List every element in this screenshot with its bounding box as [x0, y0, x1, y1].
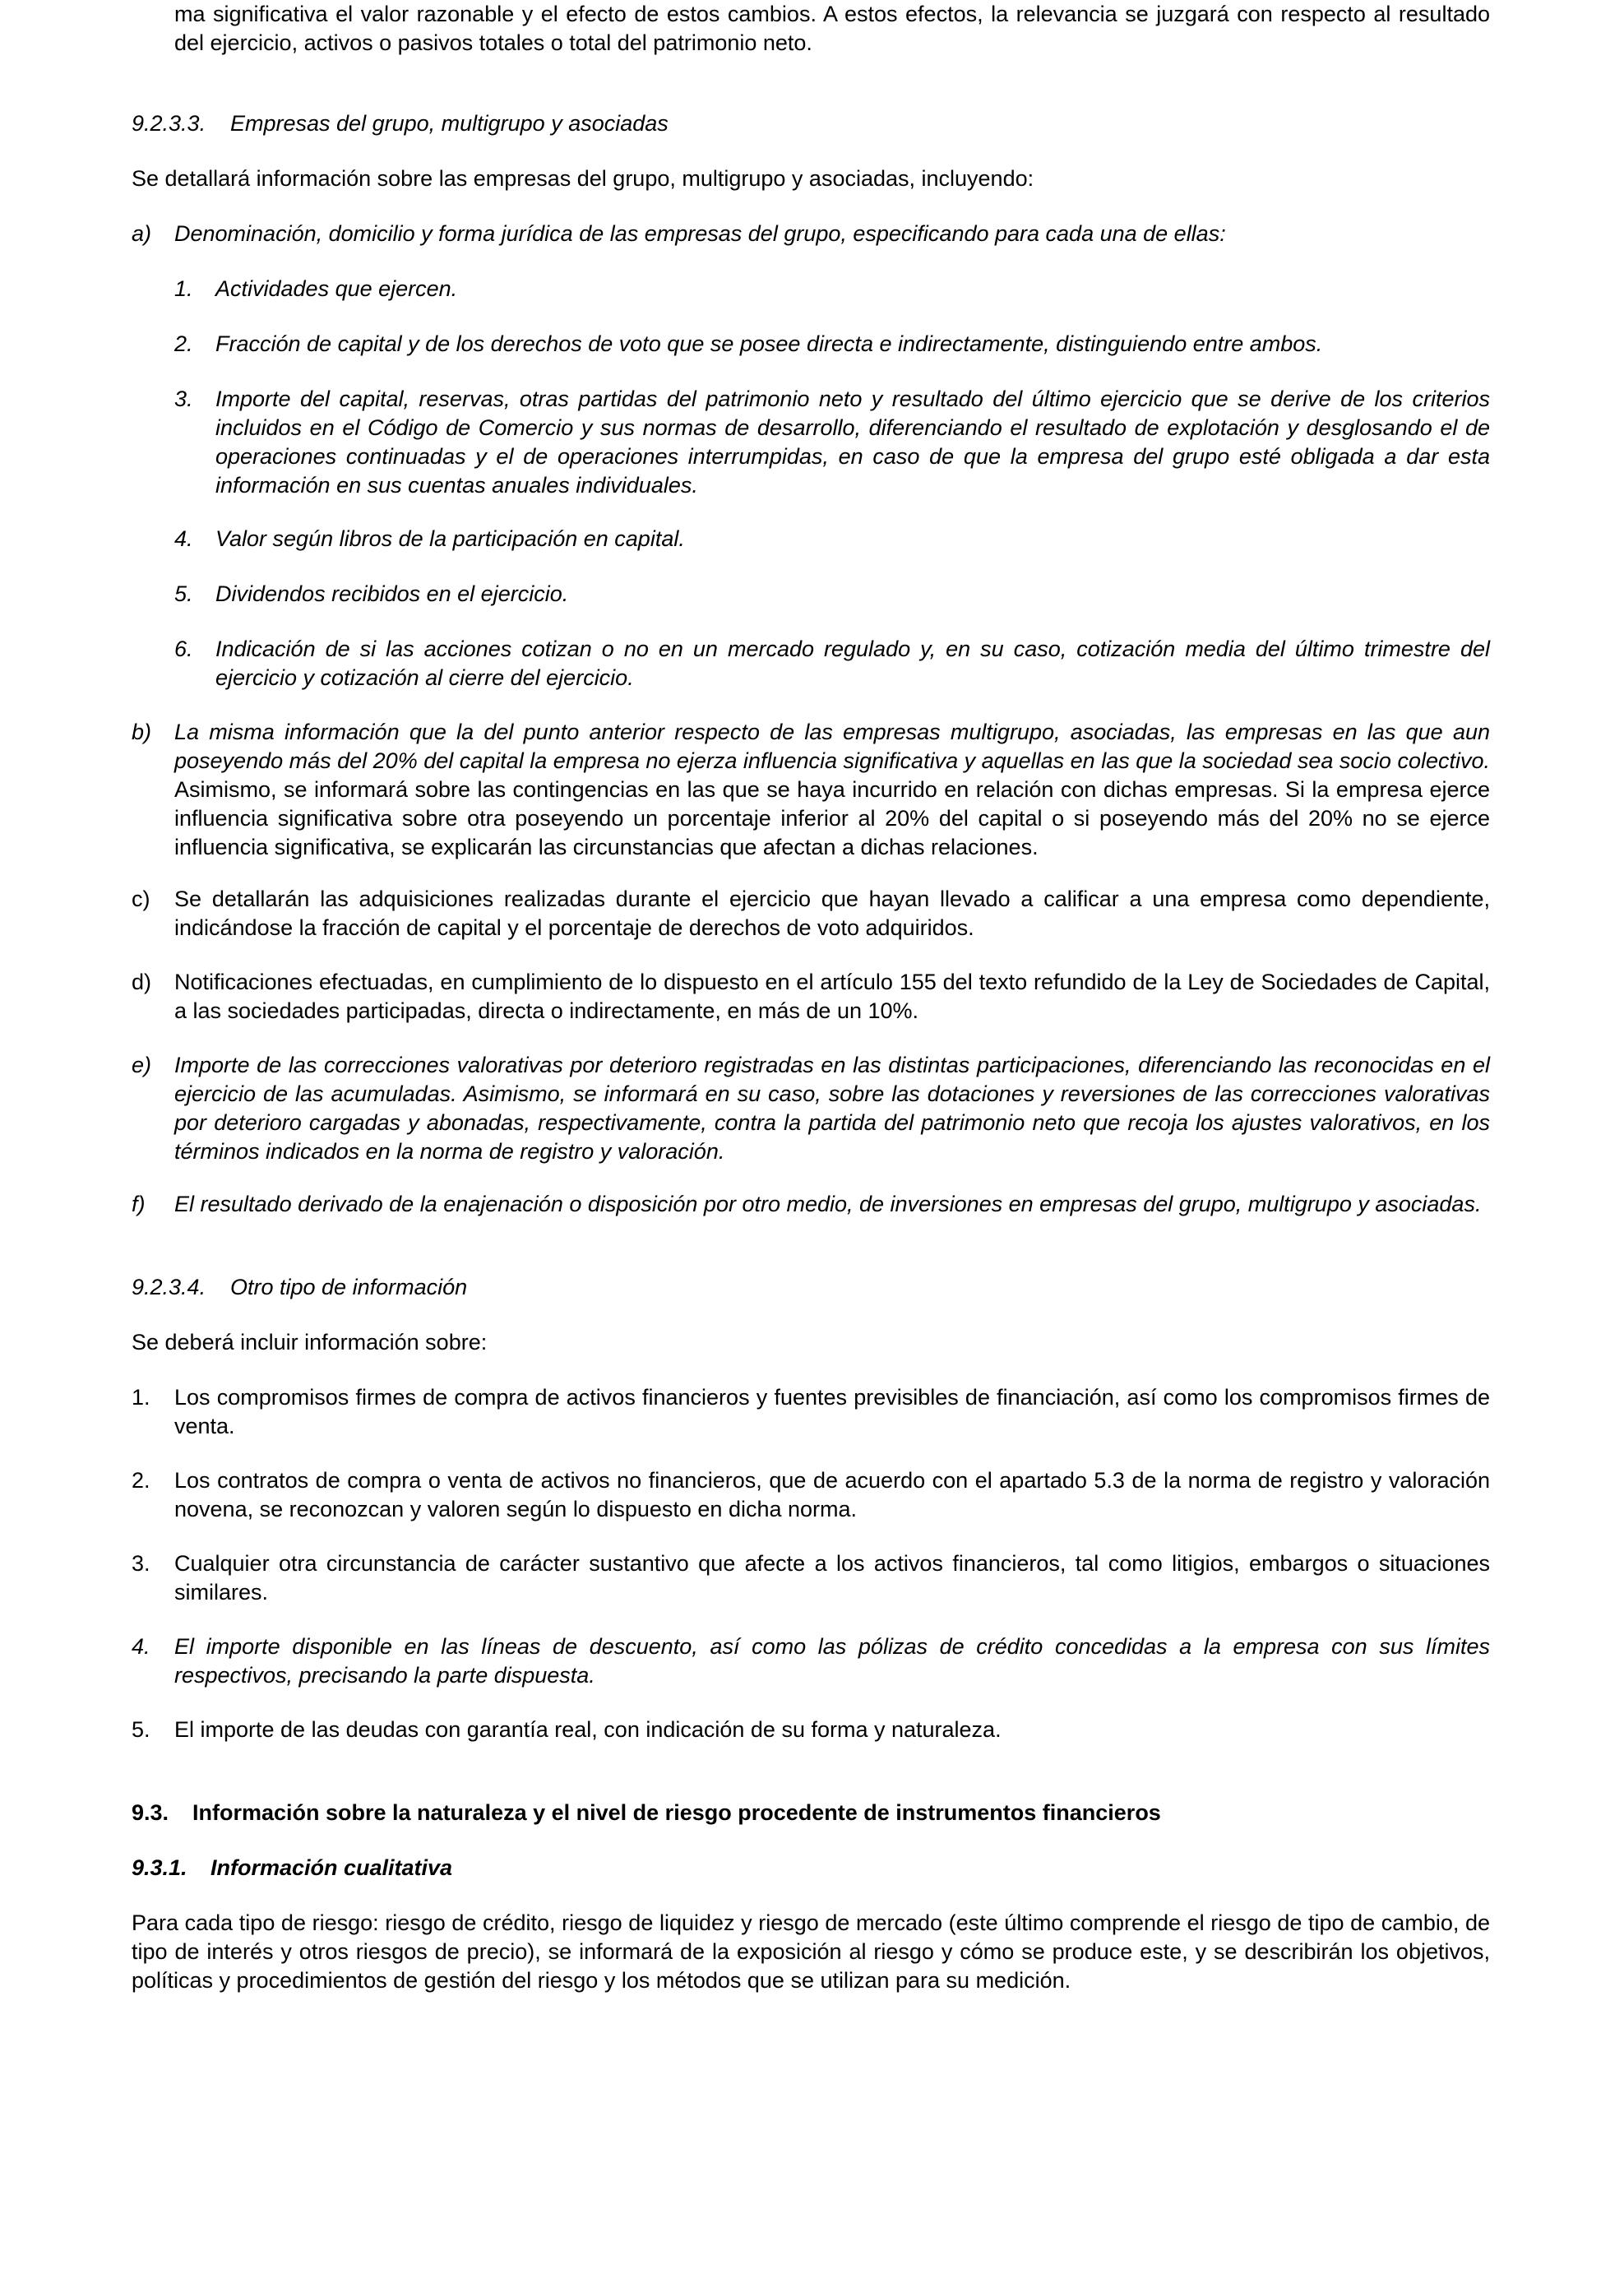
item-b — [132, 718, 1490, 862]
info-item-5-marker: 5. — [132, 1717, 150, 1742]
section-93-number: 9.3. — [132, 1800, 169, 1825]
subitem-3-text: Importe del capital, reservas, otras partidas del patrimonio neto y resultado del último ejercicio que se derive de los criterios incluidos en el Código de Comercio y sus normas de desarrollo, diferenciando el resultado de explotación y desglosando el de operaciones continuadas y el de operaciones interrumpidas, en caso de que la empresa del grupo esté obligada a dar esta información en sus cuentas anuales individuales. — [215, 387, 1490, 498]
info-item-3-text: Cualquier otra circunstancia de carácter sustantivo que afecte a los activos financieros, tal como litigios, embargos o situaciones similares. — [174, 1551, 1490, 1605]
info-item-1 — [132, 1383, 1490, 1441]
item-e-marker: e) — [132, 1053, 152, 1077]
info-item-4 — [132, 1632, 1490, 1690]
info-item-1-text: Los compromisos firmes de compra de activos financieros y fuentes previsibles de financiación, así como los compromisos firmes de venta. — [174, 1385, 1490, 1438]
item-a-text: Denominación, domicilio y forma jurídica de las empresas del grupo, especificando para cada una de ellas: — [174, 221, 1226, 246]
subitem-2-text: Fracción de capital y de los derechos de voto que se posee directa e indirectamente, distinguiendo entre ambos. — [215, 331, 1323, 356]
subitem-4 — [174, 525, 1490, 553]
subitem-1-marker: 1. — [174, 276, 193, 301]
subitem-3 — [174, 385, 1490, 500]
item-c-marker: c) — [132, 887, 150, 911]
subitem-4-text: Valor según libros de la participación en capital. — [215, 526, 685, 551]
item-e-text: Importe de las correcciones valorativas por deterioro registradas en las distintas participaciones, diferenciando las reconocidas en el ejercicio de las acumuladas. Asimismo, se informará en su caso, sobre las dotaciones y reversiones de las correcciones valorativas por deterioro cargadas y abonadas, respectivamente, contra la partida del patrimonio neto que recoja los ajustes valorativos, en los términos indicados en la norma de registro y valoración. — [174, 1053, 1490, 1164]
section-9234-title: Otro tipo de información — [230, 1275, 468, 1299]
item-e — [132, 1051, 1490, 1166]
item-a — [132, 220, 1490, 248]
section-9233-title: Empresas del grupo, multigrupo y asociadas — [230, 111, 669, 136]
section-93-title: Información sobre la naturaleza y el nivel de riesgo procedente de instrumentos financieros — [192, 1800, 1161, 1825]
info-item-2-marker: 2. — [132, 1468, 150, 1493]
item-f-text: El resultado derivado de la enajenación o disposición por otro medio, de inversiones en empresas del grupo, multigrupo y asociadas. — [174, 1192, 1482, 1216]
section-931-heading — [132, 1854, 452, 1882]
intro-continuation — [174, 0, 1490, 58]
intro-line-2: del ejercicio, activos o pasivos totales o total del patrimonio neto. — [174, 30, 812, 55]
section-9233-number: 9.2.3.3. — [132, 111, 206, 136]
item-f — [132, 1190, 1490, 1219]
item-d-marker: d) — [132, 970, 152, 994]
item-b-text-roman: Asimismo, se informará sobre las contingencias en las que se haya incurrido en relación con dichas empresas. Si la empresa ejerce influencia significativa sobre otra poseyendo un porcentaje inferior al 20% del capital o si poseyendo más del 20% no se ejerce influencia significativa, se explicarán las circunstancias que afectan a dichas relaciones. — [174, 777, 1490, 859]
section-9234-heading — [132, 1273, 467, 1302]
subitem-5-text: Dividendos recibidos en el ejercicio. — [215, 581, 569, 606]
subitem-4-marker: 4. — [174, 526, 193, 551]
item-a-marker: a) — [132, 221, 152, 246]
section-9233-lead: Se detallará información sobre las empresas del grupo, multigrupo y asociadas, incluyendo: — [132, 166, 1034, 191]
section-931-number: 9.3.1. — [132, 1855, 187, 1880]
section-9233-heading — [132, 109, 669, 138]
info-item-4-marker: 4. — [132, 1634, 150, 1659]
item-d-text: Notificaciones efectuadas, en cumplimiento de lo dispuesto en el artículo 155 del texto refundido de la Ley de Sociedades de Capital, a las sociedades participadas, directa o indirectamente, en más de un 10%. — [174, 970, 1490, 1023]
info-item-5 — [132, 1716, 1490, 1744]
item-b-marker: b) — [132, 720, 152, 744]
subitem-2 — [174, 330, 1490, 359]
subitem-6 — [174, 635, 1490, 692]
subitem-5 — [174, 580, 1490, 609]
subitem-1 — [174, 275, 1490, 303]
section-93-heading — [132, 1799, 1161, 1827]
info-item-5-text: El importe de las deudas con garantía real, con indicación de su forma y naturaleza. — [174, 1717, 1002, 1742]
info-item-1-marker: 1. — [132, 1385, 150, 1410]
item-c-text: Se detallarán las adquisiciones realizadas durante el ejercicio que hayan llevado a calificar a una empresa como dependiente, indicándose la fracción de capital y el porcentaje de derechos de voto adquiridos. — [174, 887, 1490, 940]
item-b-text — [174, 718, 1490, 862]
item-f-marker: f) — [132, 1192, 146, 1216]
info-item-2-text: Los contratos de compra o venta de activos no financieros, que de acuerdo con el apartado 5.3 de la norma de registro y valoración novena, se reconozcan y valoren según lo dispuesto en dicha norma. — [174, 1468, 1490, 1521]
section-9234-number: 9.2.3.4. — [132, 1275, 206, 1299]
intro-line-1: ma significativa el valor razonable y el efecto de estos cambios. A estos efectos, la relevancia se juzgará con respecto al resultado — [174, 2, 1490, 26]
subitem-6-text: Indicación de si las acciones cotizan o no en un mercado regulado y, en su caso, cotización media del último trimestre del ejercicio y cotización al cierre del ejercicio. — [215, 637, 1490, 690]
item-c — [132, 885, 1490, 942]
subitem-5-marker: 5. — [174, 581, 193, 606]
subitem-6-marker: 6. — [174, 637, 193, 661]
info-item-3-marker: 3. — [132, 1551, 150, 1576]
section-931-title: Información cualitativa — [211, 1855, 453, 1880]
subitem-1-text: Actividades que ejercen. — [215, 276, 458, 301]
section-9234-lead: Se deberá incluir información sobre: — [132, 1330, 488, 1355]
item-b-text-italic: La misma información que la del punto anterior respecto de las empresas multigrupo, asociadas, las empresas en las que aun poseyendo más del 20% del capital la empresa no ejerza influencia significativa y aquellas en las que la sociedad sea socio colectivo. — [174, 720, 1490, 773]
item-d — [132, 968, 1490, 1026]
info-item-3 — [132, 1549, 1490, 1607]
subitem-3-marker: 3. — [174, 387, 193, 411]
info-item-2 — [132, 1466, 1490, 1524]
subitem-2-marker: 2. — [174, 331, 193, 356]
info-item-4-text: El importe disponible en las líneas de descuento, así como las pólizas de crédito concedidas a la empresa con sus límites respectivos, precisando la parte dispuesta. — [174, 1634, 1490, 1688]
section-931-text: Para cada tipo de riesgo: riesgo de crédito, riesgo de liquidez y riesgo de mercado (este último comprende el riesgo de tipo de cambio, de tipo de interés y otros riesgos de precio), se informará de la exposición al riesgo y cómo se produce este, y se describirán los objetivos, políticas y procedimientos de gestión del riesgo y los métodos que se utilizan para su medición. — [132, 1910, 1490, 1993]
